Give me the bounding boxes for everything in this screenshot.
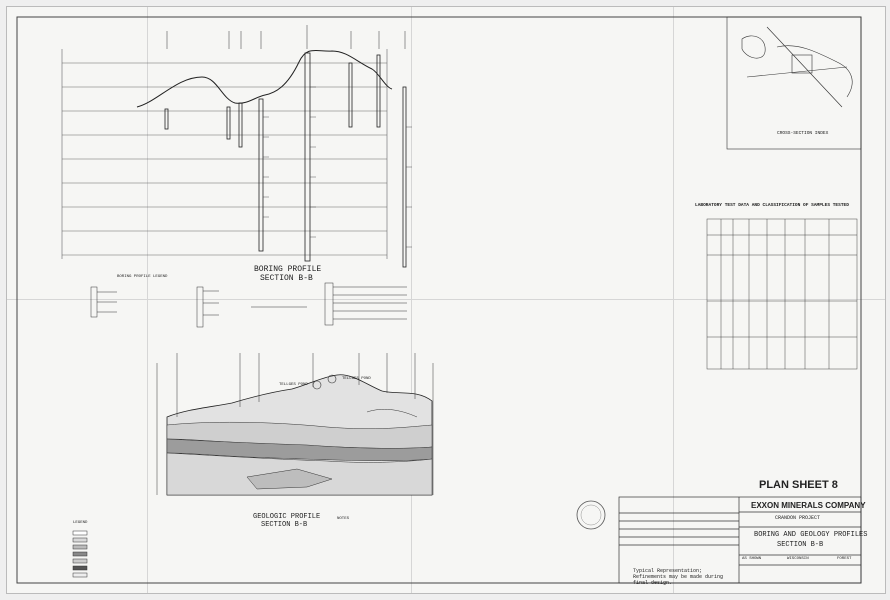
legend-title: LEGEND — [73, 521, 88, 525]
boring-legend-graphic — [91, 283, 407, 327]
legend-graphic — [73, 531, 87, 577]
company-name: EXXON MINERALS COMPANY — [751, 501, 866, 510]
boring-profile-title: BORING PROFILE — [254, 265, 322, 274]
boring-columns — [165, 53, 406, 267]
lab-table-title: LABORATORY TEST DATA AND CLASSIFICATION OF SAMPLES TESTED — [695, 203, 849, 208]
boring-legend-title: BORING PROFILE LEGEND — [117, 275, 168, 279]
boring-profile-section: SECTION B-B — [260, 274, 313, 283]
drawing-title-2: SECTION B-B — [777, 541, 824, 549]
geologic-profile-chart — [157, 353, 433, 495]
notes-title: NOTES — [337, 517, 350, 521]
index-title: CROSS-SECTION INDEX — [777, 131, 829, 136]
pond-label: TELLGES POND — [279, 383, 308, 387]
state-value: WISCONSIN — [787, 557, 809, 561]
project-name: CRANDON PROJECT — [775, 515, 821, 521]
footer-note: Typical Representation; Refinements may be made during final design. — [633, 568, 724, 586]
drawing-title-1: BORING AND GEOLOGY PROFILES — [754, 531, 868, 539]
geologic-profile-section: SECTION B-B — [261, 521, 308, 529]
scale-value: AS SHOWN — [742, 557, 762, 561]
geologic-profile-title: GEOLOGIC PROFILE — [253, 513, 321, 521]
lab-data-table — [707, 219, 857, 369]
plan-sheet-label: PLAN SHEET 8 — [759, 479, 838, 491]
drawing-sheet — [6, 6, 886, 594]
pond-label: TELLGES POND — [342, 377, 371, 381]
boring-profile-chart — [62, 49, 387, 259]
ground-surface-line — [137, 50, 392, 107]
engineer-seal — [577, 501, 605, 529]
county-value: FOREST — [837, 557, 852, 561]
cross-section-index-map — [727, 17, 861, 149]
